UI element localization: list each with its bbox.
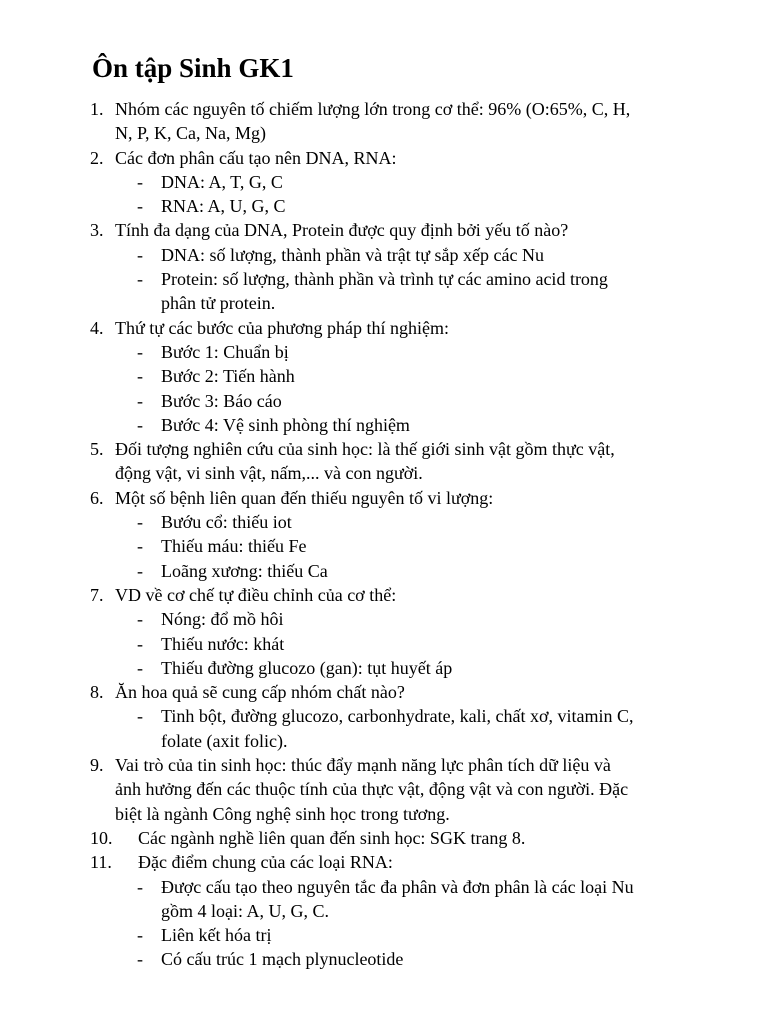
- dash-bullet: -: [137, 390, 143, 411]
- list-item-line: Các ngành nghề liên quan đến sinh học: SGK trang 8.: [138, 827, 526, 848]
- list-item-number: 11.: [90, 852, 112, 873]
- dash-bullet: -: [137, 925, 143, 946]
- sub-list-item: [0, 923, 715, 947]
- dash-bullet: -: [137, 633, 143, 654]
- list-item-text: [115, 146, 715, 170]
- sub-list-item: [0, 267, 715, 316]
- list-item-text: [115, 97, 715, 146]
- list-item-text: [115, 437, 715, 486]
- list-item: [0, 486, 715, 510]
- list-item-line: Các đơn phân cấu tạo nên DNA, RNA:: [115, 147, 397, 168]
- dash-bullet: -: [137, 876, 143, 897]
- sub-list-line: DNA: số lượng, thành phần và trật tự sắp xếp các Nu: [161, 244, 544, 265]
- sub-list-line: Có cấu trúc 1 mạch plynucleotide: [161, 949, 404, 970]
- list-item-text: [115, 753, 715, 826]
- dash-bullet: -: [137, 657, 143, 678]
- list-item-line: Tính đa dạng của DNA, Protein được quy định bởi yếu tố nào?: [115, 220, 569, 241]
- sub-list-line: Bước 1: Chuẩn bị: [161, 341, 289, 362]
- dash-bullet: -: [137, 560, 143, 581]
- sub-list-item: [0, 704, 715, 753]
- sub-list-item: [0, 170, 715, 194]
- list-item-number: 9.: [90, 755, 104, 776]
- sub-list-item: [0, 389, 715, 413]
- list-item-number: 5.: [90, 439, 104, 460]
- sub-list-line: gồm 4 loại: A, U, G, C.: [161, 900, 330, 921]
- list-item-number: 4.: [90, 317, 104, 338]
- sub-list-line: folate (axit folic).: [161, 730, 288, 751]
- dash-bullet: -: [137, 244, 143, 265]
- list-item-text: [115, 316, 715, 340]
- sub-list-line: Thiếu nước: khát: [161, 633, 285, 654]
- dash-bullet: -: [137, 196, 143, 217]
- list-item-number: 2.: [90, 147, 104, 168]
- sub-list-line: Liên kết hóa trị: [161, 925, 272, 946]
- list-item-line: Ăn hoa quả sẽ cung cấp nhóm chất nào?: [115, 682, 405, 703]
- sub-list-item: [0, 194, 715, 218]
- list-item-number: 1.: [90, 99, 104, 119]
- dash-bullet: -: [137, 366, 143, 387]
- sub-list-item: [0, 413, 715, 437]
- list-item: [0, 680, 715, 704]
- sub-list-item: [0, 534, 715, 558]
- list-item-line: động vật, vi sinh vật, nấm,... và con người.: [115, 463, 423, 484]
- list-item-line: Đặc điểm chung của các loại RNA:: [138, 852, 393, 873]
- list-item-line: Thứ tự các bước của phương pháp thí nghiệm:: [115, 317, 449, 338]
- list-item: [0, 218, 715, 242]
- list-item: [0, 583, 715, 607]
- list-item: [0, 826, 715, 850]
- dash-bullet: -: [137, 341, 143, 362]
- sub-list-line: Tinh bột, đường glucozo, carbonhydrate, kali, chất xơ, vitamin C,: [161, 706, 634, 727]
- sub-list-line: Bước 3: Báo cáo: [161, 390, 282, 411]
- sub-list-line: Bước 2: Tiến hành: [161, 366, 295, 387]
- sub-list-item: [0, 559, 715, 583]
- list-item-line: biệt là ngành Công nghệ sinh học trong tương.: [115, 803, 450, 824]
- list-item-line: ảnh hưởng đến các thuộc tính của thực vật, động vật và con người. Đặc: [115, 779, 629, 800]
- list-item: [0, 753, 715, 826]
- sub-list-item: [0, 947, 715, 971]
- list-item-line: Đối tượng nghiên cứu của sinh học: là thế giới sinh vật gồm thực vật,: [115, 439, 615, 460]
- dash-bullet: -: [137, 609, 143, 630]
- list-item-number: 10.: [90, 827, 113, 848]
- dash-bullet: -: [137, 414, 143, 435]
- dash-bullet: -: [137, 536, 143, 557]
- sub-list-item: [0, 607, 715, 631]
- sub-list-line: Loãng xương: thiếu Ca: [161, 560, 328, 581]
- sub-list-item: [0, 243, 715, 267]
- list-item-number: 7.: [90, 584, 104, 605]
- dash-bullet: -: [137, 512, 143, 533]
- list-item-number: 8.: [90, 682, 104, 703]
- list-item-line: Vai trò của tin sinh học: thúc đẩy mạnh năng lực phân tích dữ liệu và: [115, 755, 611, 776]
- sub-list-line: phân tử protein.: [161, 293, 276, 314]
- list-item: [0, 97, 715, 146]
- list-item: [0, 146, 715, 170]
- sub-list-item: [0, 875, 715, 924]
- list-item-text: [138, 850, 715, 874]
- sub-list-line: Được cấu tạo theo nguyên tắc đa phân và đơn phân là các loại Nu: [161, 876, 634, 897]
- list-item-text: [138, 826, 715, 850]
- list-item-line: Nhóm các nguyên tố chiếm lượng lớn trong cơ thể: 96% (O:65%, C, H,: [115, 99, 631, 119]
- list-item-text: [115, 680, 715, 704]
- sub-list-line: Thiếu đường glucozo (gan): tụt huyết áp: [161, 657, 453, 678]
- sub-list-line: RNA: A, U, G, C: [161, 196, 286, 217]
- list-item-number: 3.: [90, 220, 104, 241]
- list-item: [0, 850, 715, 874]
- list-item: [0, 437, 715, 486]
- numbered-list: [0, 97, 768, 972]
- list-item-text: [115, 583, 715, 607]
- page-title: Ôn tập Sinh GK1: [92, 53, 294, 83]
- sub-list-line: Thiếu máu: thiếu Fe: [161, 536, 307, 557]
- sub-list-line: Bướu cổ: thiếu iot: [161, 512, 292, 533]
- sub-list-line: DNA: A, T, G, C: [161, 171, 283, 192]
- list-item-line: N, P, K, Ca, Na, Mg): [115, 123, 266, 144]
- list-item-line: VD về cơ chế tự điều chỉnh của cơ thể:: [115, 584, 397, 605]
- sub-list-item: [0, 656, 715, 680]
- list-item-text: [115, 218, 715, 242]
- list-item-number: 6.: [90, 487, 104, 508]
- dash-bullet: -: [137, 949, 143, 970]
- sub-list-item: [0, 340, 715, 364]
- sub-list-line: Nóng: đổ mồ hôi: [161, 609, 284, 630]
- sub-list-item: [0, 364, 715, 388]
- list-item: [0, 316, 715, 340]
- sub-list-item: [0, 632, 715, 656]
- dash-bullet: -: [137, 269, 143, 290]
- sub-list-line: Protein: số lượng, thành phần và trình tự các amino acid trong: [161, 269, 608, 290]
- list-item-line: Một số bệnh liên quan đến thiếu nguyên tố vi lượng:: [115, 487, 494, 508]
- sub-list-line: Bước 4: Vệ sinh phòng thí nghiệm: [161, 414, 410, 435]
- dash-bullet: -: [137, 706, 143, 727]
- dash-bullet: -: [137, 171, 143, 192]
- list-item-text: [115, 486, 715, 510]
- sub-list-item: [0, 510, 715, 534]
